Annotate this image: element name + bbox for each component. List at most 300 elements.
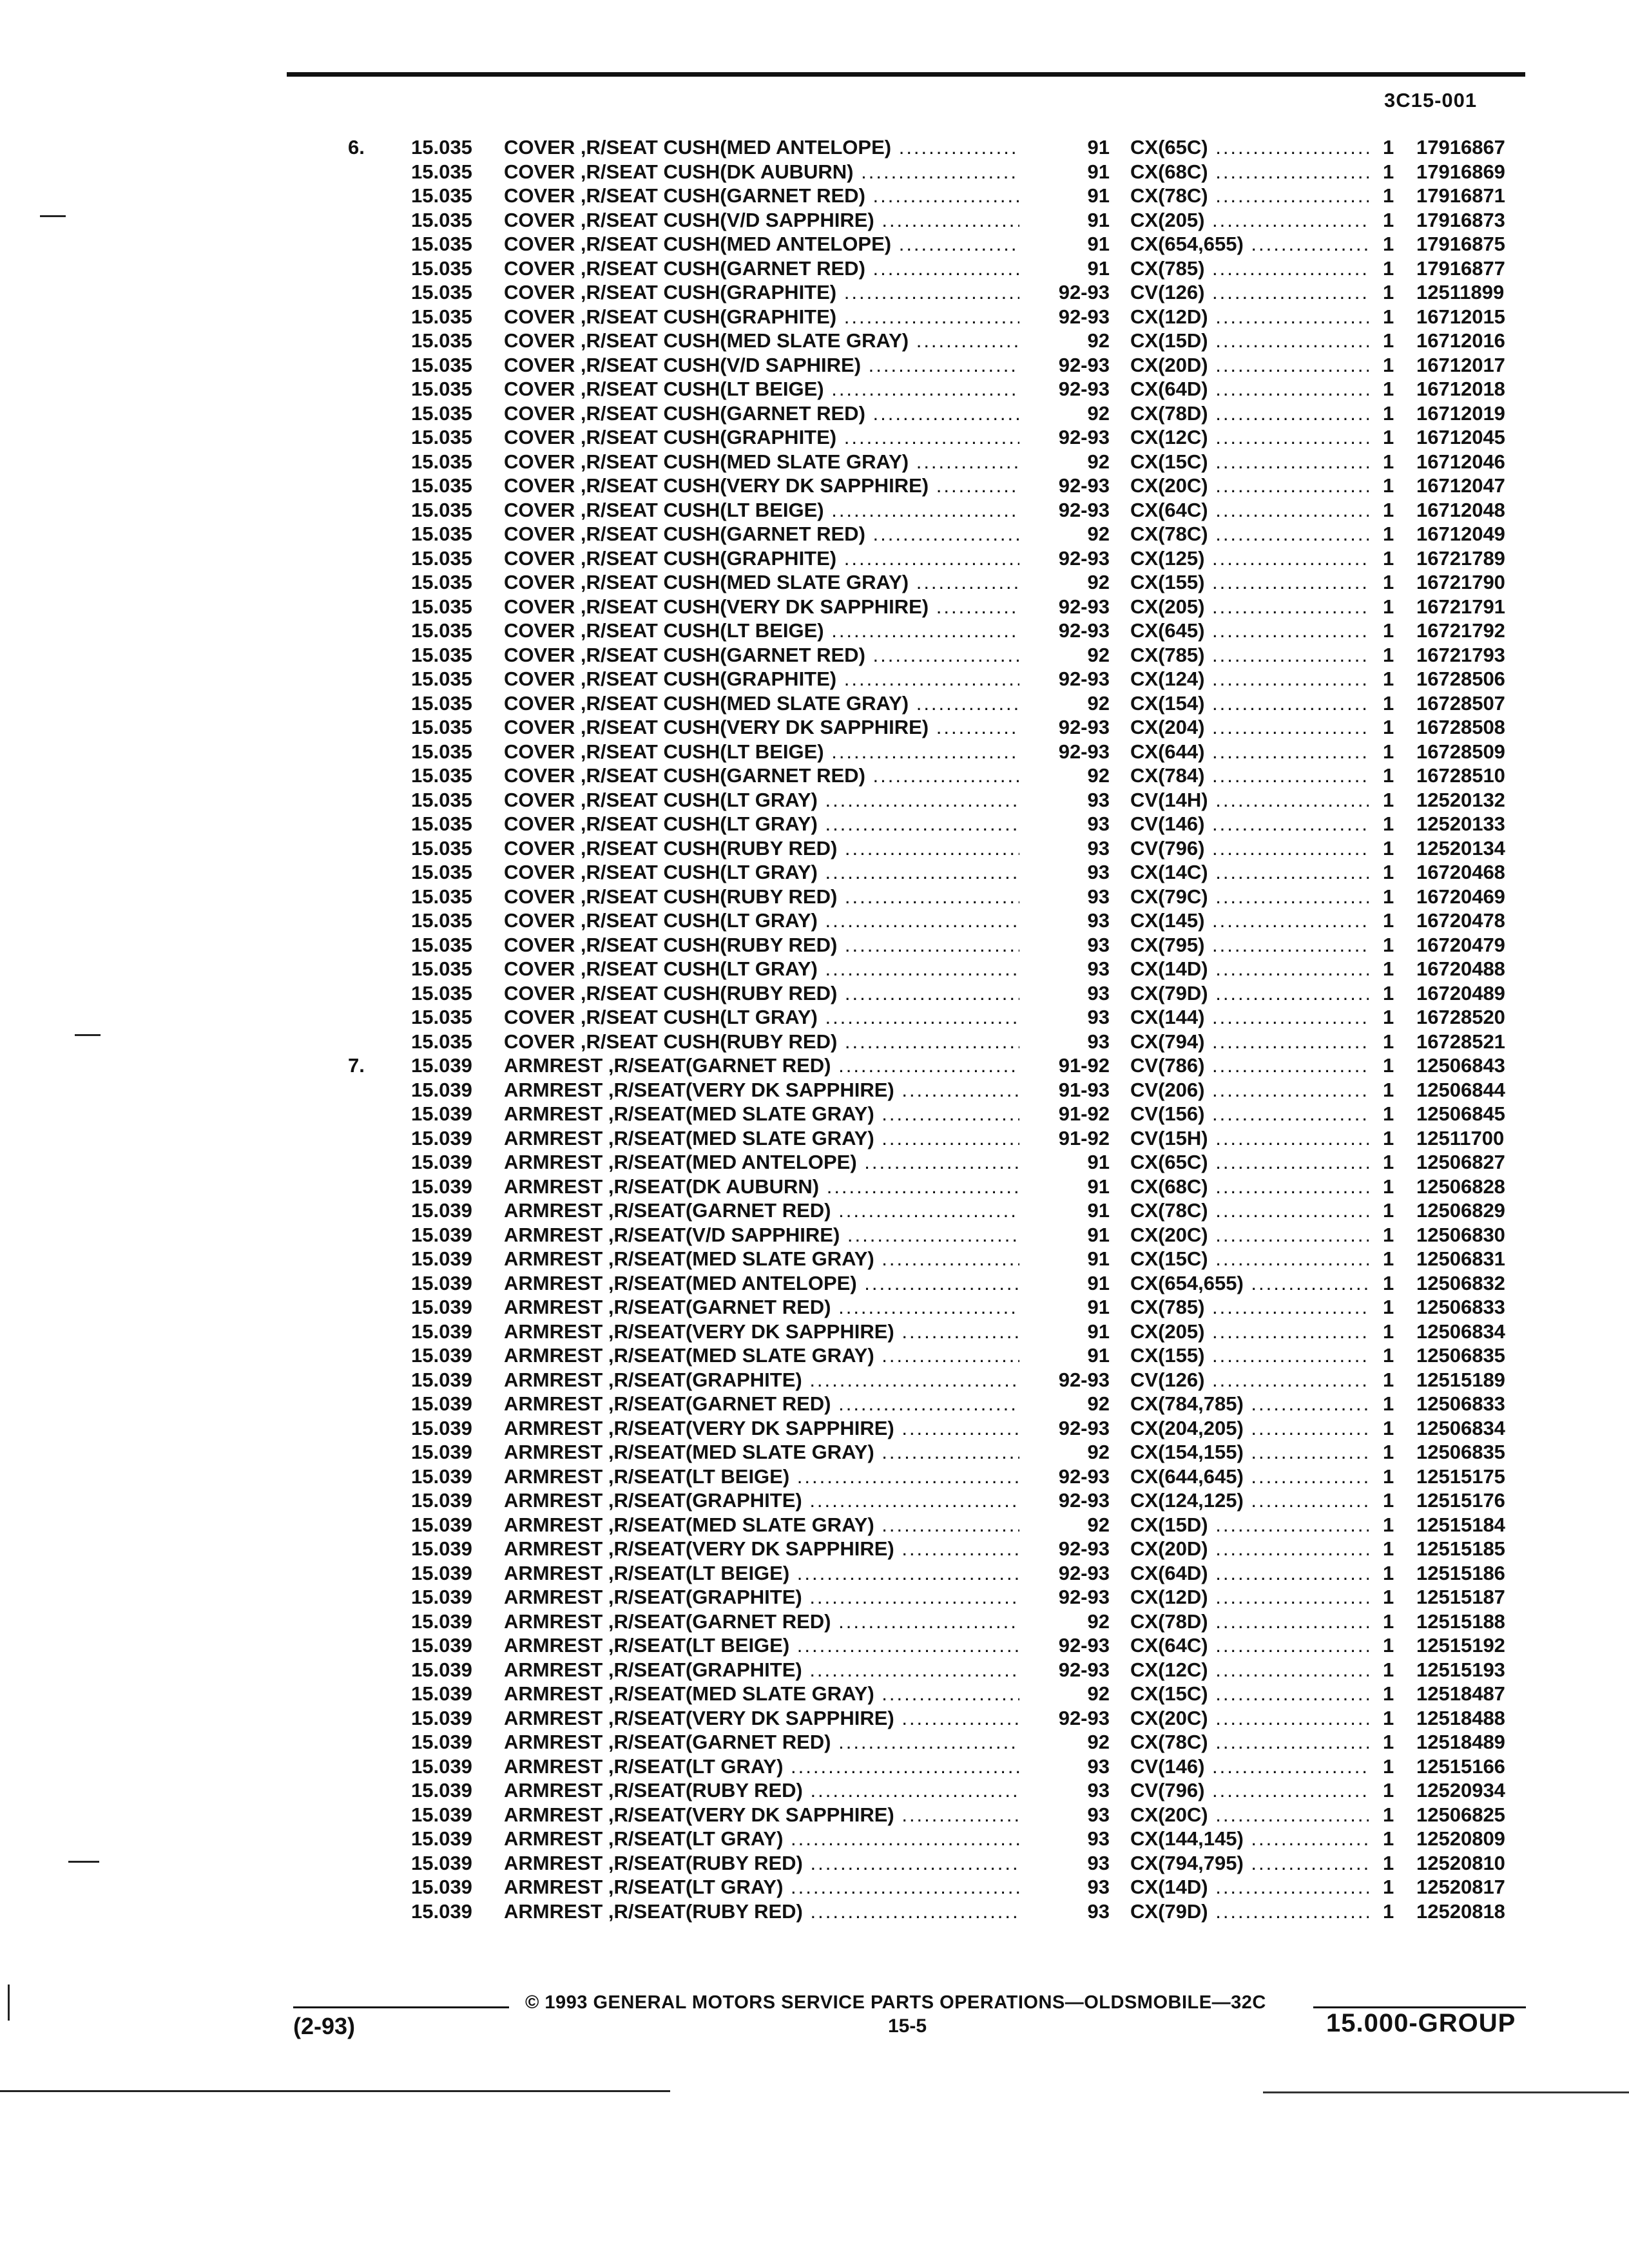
quantity: 1 [1383, 1537, 1394, 1560]
part-number: 12515185 [1416, 1537, 1505, 1560]
part-description: ARMREST ,R/SEAT(VERY DK SAPPHIRE) ..... [504, 1537, 1019, 1561]
series-code: CX(64C) ..... [1130, 1633, 1369, 1658]
part-description: ARMREST ,R/SEAT(GRAPHITE) ..... [504, 1585, 1019, 1610]
quantity: 1 [1383, 1078, 1394, 1101]
series-code: CX(15C) ..... [1130, 1682, 1369, 1706]
part-number: 16712048 [1416, 498, 1505, 521]
series-code: CX(65C) ..... [1130, 1150, 1369, 1175]
part-description: COVER ,R/SEAT CUSH(GRAPHITE) ..... [504, 667, 1019, 691]
table-row [0, 1561, 1629, 1586]
group-number: 15.035 [411, 740, 472, 763]
group-number: 15.039 [411, 1320, 472, 1343]
part-description: ARMREST ,R/SEAT(MED SLATE GRAY) ..... [504, 1247, 1019, 1271]
part-description: COVER ,R/SEAT CUSH(DK AUBURN) ..... [504, 160, 1019, 184]
quantity: 1 [1383, 812, 1394, 835]
model-year: 92-93 [1058, 595, 1110, 618]
model-year: 92-93 [1058, 305, 1110, 328]
table-row [0, 1102, 1629, 1126]
quantity: 1 [1383, 861, 1394, 883]
group-number: 15.039 [411, 1803, 472, 1826]
quantity: 1 [1383, 1006, 1394, 1028]
part-description: COVER ,R/SEAT CUSH(GARNET RED) ..... [504, 643, 1019, 668]
part-number: 12506835 [1416, 1441, 1505, 1463]
copyright-notice: © 1993 GENERAL MOTORS SERVICE PARTS OPERATIONS—OLDSMOBILE—32C [525, 1992, 1266, 2013]
group-number: 15.035 [411, 668, 472, 690]
series-code: CX(155) ..... [1130, 570, 1369, 595]
part-description: ARMREST ,R/SEAT(LT BEIGE) ..... [504, 1633, 1019, 1658]
quantity: 1 [1383, 740, 1394, 763]
part-description: COVER ,R/SEAT CUSH(VERY DK SAPPHIRE) ..... [504, 715, 1019, 740]
quantity: 1 [1383, 523, 1394, 545]
model-year: 92 [1087, 450, 1110, 473]
part-number: 16721793 [1416, 643, 1505, 666]
series-code: CX(64D) ..... [1130, 377, 1369, 401]
part-description: COVER ,R/SEAT CUSH(GARNET RED) ..... [504, 401, 1019, 426]
quantity: 1 [1383, 1610, 1394, 1633]
table-row [0, 377, 1629, 401]
table-row [0, 1126, 1629, 1151]
part-description: ARMREST ,R/SEAT(VERY DK SAPPHIRE) ..... [504, 1803, 1019, 1827]
series-code: CX(78C) ..... [1130, 522, 1369, 546]
part-description: ARMREST ,R/SEAT(GARNET RED) ..... [504, 1392, 1019, 1416]
part-number: 12515184 [1416, 1513, 1505, 1536]
model-year: 91 [1087, 1271, 1110, 1294]
series-code: CX(20C) ..... [1130, 474, 1369, 498]
group-number: 15.035 [411, 812, 472, 835]
table-row [0, 570, 1629, 595]
model-year: 92-93 [1058, 740, 1110, 763]
model-year: 93 [1087, 1876, 1110, 1898]
part-description: COVER ,R/SEAT CUSH(GRAPHITE) ..... [504, 425, 1019, 450]
table-row [0, 1875, 1629, 1899]
series-code: CX(784) ..... [1130, 764, 1369, 788]
part-description: COVER ,R/SEAT CUSH(LT GRAY) ..... [504, 812, 1019, 836]
group-number: 15.039 [411, 1851, 472, 1874]
model-year: 92 [1087, 1513, 1110, 1536]
group-number: 15.035 [411, 788, 472, 811]
part-description: COVER ,R/SEAT CUSH(RUBY RED) ..... [504, 1030, 1019, 1054]
series-code: CX(785) ..... [1130, 256, 1369, 281]
part-number: 16712047 [1416, 474, 1505, 497]
group-number: 15.035 [411, 208, 472, 231]
quantity: 1 [1383, 1102, 1394, 1125]
group-number: 15.035 [411, 450, 472, 473]
series-code: CX(15C) ..... [1130, 450, 1369, 474]
model-year: 92-93 [1058, 546, 1110, 570]
part-number: 12515193 [1416, 1658, 1505, 1681]
part-description: ARMREST ,R/SEAT(GRAPHITE) ..... [504, 1488, 1019, 1513]
model-year: 93 [1087, 957, 1110, 980]
series-code: CX(125) ..... [1130, 546, 1369, 571]
part-number: 16720468 [1416, 861, 1505, 883]
part-number: 12506833 [1416, 1296, 1505, 1318]
table-row [0, 1368, 1629, 1392]
series-code: CX(12C) ..... [1130, 1658, 1369, 1682]
quantity: 1 [1383, 426, 1394, 448]
series-code: CX(20C) ..... [1130, 1223, 1369, 1247]
series-code: CX(20D) ..... [1130, 1537, 1369, 1561]
margin-mark [68, 1861, 99, 1863]
table-row [0, 1005, 1629, 1030]
quantity: 1 [1383, 1247, 1394, 1270]
part-description: COVER ,R/SEAT CUSH(GRAPHITE) ..... [504, 280, 1019, 305]
table-row [0, 619, 1629, 643]
series-code: CX(124,125) ..... [1130, 1488, 1369, 1513]
group-number: 15.039 [411, 1126, 472, 1149]
model-year: 92 [1087, 1392, 1110, 1415]
part-description: ARMREST ,R/SEAT(MED SLATE GRAY) ..... [504, 1343, 1019, 1368]
series-code: CX(205) ..... [1130, 595, 1369, 619]
group-number: 15.035 [411, 764, 472, 787]
series-code: CX(785) ..... [1130, 1295, 1369, 1320]
model-year: 93 [1087, 836, 1110, 860]
series-code: CX(644,645) ..... [1130, 1465, 1369, 1489]
quantity: 1 [1383, 933, 1394, 956]
part-number: 12518488 [1416, 1706, 1505, 1729]
part-description: ARMREST ,R/SEAT(MED SLATE GRAY) ..... [504, 1682, 1019, 1706]
part-number: 12520133 [1416, 812, 1505, 835]
model-year: 92 [1087, 1682, 1110, 1705]
group-number: 15.039 [411, 1199, 472, 1222]
part-number: 16721791 [1416, 595, 1505, 618]
table-row [0, 498, 1629, 523]
quantity: 1 [1383, 184, 1394, 207]
model-year: 92 [1087, 1441, 1110, 1463]
model-year: 91 [1087, 1247, 1110, 1270]
group-number: 15.035 [411, 329, 472, 352]
table-row [0, 933, 1629, 957]
table-row [0, 1392, 1629, 1416]
part-number: 16721789 [1416, 546, 1505, 570]
table-row [0, 1488, 1629, 1513]
series-code: CX(205) ..... [1130, 208, 1369, 233]
table-row [0, 691, 1629, 716]
part-description: COVER ,R/SEAT CUSH(GARNET RED) ..... [504, 184, 1019, 208]
part-description: COVER ,R/SEAT CUSH(V/D SAPHIRE) ..... [504, 353, 1019, 378]
model-year: 93 [1087, 1851, 1110, 1874]
quantity: 1 [1383, 1851, 1394, 1874]
model-year: 91 [1087, 1175, 1110, 1198]
series-code: CX(79C) ..... [1130, 885, 1369, 909]
margin-mark [40, 215, 66, 217]
part-description: ARMREST ,R/SEAT(RUBY RED) ..... [504, 1778, 1019, 1803]
model-year: 92-93 [1058, 1634, 1110, 1657]
model-year: 92-93 [1058, 1561, 1110, 1584]
part-description: ARMREST ,R/SEAT(GARNET RED) ..... [504, 1053, 1019, 1078]
part-number: 16728521 [1416, 1030, 1505, 1053]
quantity: 1 [1383, 1561, 1394, 1584]
table-row [0, 256, 1629, 281]
table-row [0, 957, 1629, 981]
group-number: 15.035 [411, 836, 472, 860]
part-description: ARMREST ,R/SEAT(LT GRAY) ..... [504, 1875, 1019, 1899]
series-code: CX(144,145) ..... [1130, 1827, 1369, 1851]
model-year: 91-92 [1058, 1102, 1110, 1125]
revision-date: (2-93) [293, 2013, 356, 2039]
group-number: 15.039 [411, 1899, 472, 1923]
part-number: 12520809 [1416, 1827, 1505, 1850]
part-number: 16728506 [1416, 668, 1505, 690]
series-code: CV(796) ..... [1130, 836, 1369, 861]
part-description: ARMREST ,R/SEAT(LT GRAY) ..... [504, 1827, 1019, 1851]
part-description: COVER ,R/SEAT CUSH(LT BEIGE) ..... [504, 619, 1019, 643]
group-number: 15.039 [411, 1392, 472, 1415]
quantity: 1 [1383, 281, 1394, 303]
quantity: 1 [1383, 1803, 1394, 1826]
item-number: 6. [348, 136, 365, 159]
quantity: 1 [1383, 1344, 1394, 1367]
quantity: 1 [1383, 1682, 1394, 1705]
part-description: ARMREST ,R/SEAT(GARNET RED) ..... [504, 1198, 1019, 1223]
series-code: CX(12D) ..... [1130, 305, 1369, 329]
part-description: ARMREST ,R/SEAT(RUBY RED) ..... [504, 1851, 1019, 1876]
series-code: CX(79D) ..... [1130, 981, 1369, 1006]
series-code: CV(796) ..... [1130, 1778, 1369, 1803]
quantity: 1 [1383, 450, 1394, 473]
table-row [0, 1030, 1629, 1054]
series-code: CX(65C) ..... [1130, 135, 1369, 160]
part-description: COVER ,R/SEAT CUSH(VERY DK SAPPHIRE) ..... [504, 474, 1019, 498]
part-description: COVER ,R/SEAT CUSH(GARNET RED) ..... [504, 764, 1019, 788]
group-number: 15.035 [411, 716, 472, 738]
model-year: 92-93 [1058, 1416, 1110, 1439]
part-description: COVER ,R/SEAT CUSH(GRAPHITE) ..... [504, 546, 1019, 571]
group-number: 15.035 [411, 401, 472, 425]
part-description: COVER ,R/SEAT CUSH(LT GRAY) ..... [504, 788, 1019, 812]
table-row [0, 1730, 1629, 1754]
footer-rule-right [1313, 2006, 1526, 2008]
table-row [0, 425, 1629, 450]
bottom-rule-right [1263, 2091, 1629, 2093]
table-row [0, 305, 1629, 329]
table-row [0, 1440, 1629, 1465]
group-number: 15.035 [411, 136, 472, 159]
series-code: CX(204) ..... [1130, 715, 1369, 740]
part-description: ARMREST ,R/SEAT(MED ANTELOPE) ..... [504, 1271, 1019, 1296]
table-row [0, 788, 1629, 812]
model-year: 93 [1087, 788, 1110, 811]
part-number: 12511899 [1416, 281, 1505, 303]
part-description: ARMREST ,R/SEAT(LT GRAY) ..... [504, 1754, 1019, 1779]
part-number: 16728509 [1416, 740, 1505, 763]
part-description: COVER ,R/SEAT CUSH(MED SLATE GRAY) ..... [504, 570, 1019, 595]
quantity: 1 [1383, 788, 1394, 811]
part-description: ARMREST ,R/SEAT(GARNET RED) ..... [504, 1610, 1019, 1634]
footer-rule-left [293, 2006, 509, 2008]
model-year: 92-93 [1058, 426, 1110, 448]
part-number: 16720479 [1416, 933, 1505, 956]
model-year: 92 [1087, 571, 1110, 593]
group-number: 15.039 [411, 1489, 472, 1512]
table-row [0, 1851, 1629, 1876]
series-code: CX(155) ..... [1130, 1343, 1369, 1368]
part-number: 12506844 [1416, 1078, 1505, 1101]
group-number: 15.039 [411, 1706, 472, 1729]
series-code: CV(206) ..... [1130, 1078, 1369, 1102]
part-number: 17916867 [1416, 136, 1505, 159]
model-year: 92-93 [1058, 474, 1110, 497]
table-row [0, 1150, 1629, 1175]
part-description: ARMREST ,R/SEAT(GRAPHITE) ..... [504, 1368, 1019, 1392]
group-number: 15.035 [411, 474, 472, 497]
group-number: 15.035 [411, 523, 472, 545]
series-code: CX(79D) ..... [1130, 1899, 1369, 1924]
series-code: CX(64C) ..... [1130, 498, 1369, 523]
model-year: 91 [1087, 1199, 1110, 1222]
part-number: 16712016 [1416, 329, 1505, 352]
group-number: 15.035 [411, 619, 472, 642]
group-number: 15.035 [411, 305, 472, 328]
series-code: CX(144) ..... [1130, 1005, 1369, 1030]
table-row [0, 401, 1629, 426]
quantity: 1 [1383, 1634, 1394, 1657]
quantity: 1 [1383, 498, 1394, 521]
part-description: COVER ,R/SEAT CUSH(LT GRAY) ..... [504, 860, 1019, 885]
group-number: 15.039 [411, 1078, 472, 1101]
series-code: CX(124) ..... [1130, 667, 1369, 691]
model-year: 93 [1087, 1803, 1110, 1826]
table-row [0, 1706, 1629, 1731]
part-number: 12506843 [1416, 1054, 1505, 1077]
group-number: 15.035 [411, 184, 472, 207]
table-row [0, 280, 1629, 305]
group-number: 15.035 [411, 909, 472, 932]
series-code: CX(644) ..... [1130, 740, 1369, 764]
quantity: 1 [1383, 957, 1394, 980]
quantity: 1 [1383, 619, 1394, 642]
quantity: 1 [1383, 329, 1394, 352]
quantity: 1 [1383, 571, 1394, 593]
part-number: 12515188 [1416, 1610, 1505, 1633]
part-description: ARMREST ,R/SEAT(VERY DK SAPPHIRE) ..... [504, 1320, 1019, 1344]
group-number: 15.035 [411, 378, 472, 400]
group-number: 15.039 [411, 1271, 472, 1294]
model-year: 92-93 [1058, 1465, 1110, 1488]
part-number: 16712046 [1416, 450, 1505, 473]
part-description: ARMREST ,R/SEAT(LT BEIGE) ..... [504, 1465, 1019, 1489]
model-year: 91 [1087, 1320, 1110, 1343]
model-year: 91 [1087, 1296, 1110, 1318]
model-year: 92-93 [1058, 1706, 1110, 1729]
model-year: 93 [1087, 1899, 1110, 1923]
part-description: ARMREST ,R/SEAT(LT BEIGE) ..... [504, 1561, 1019, 1586]
quantity: 1 [1383, 136, 1394, 159]
group-number: 15.035 [411, 256, 472, 280]
quantity: 1 [1383, 353, 1394, 376]
series-code: CV(126) ..... [1130, 1368, 1369, 1392]
quantity: 1 [1383, 208, 1394, 231]
model-year: 92 [1087, 523, 1110, 545]
series-code: CV(15H) ..... [1130, 1126, 1369, 1151]
quantity: 1 [1383, 1586, 1394, 1608]
table-row [0, 1513, 1629, 1537]
group-number: 15.035 [411, 281, 472, 303]
table-row [0, 135, 1629, 160]
part-number: 16720489 [1416, 981, 1505, 1004]
table-row [0, 1778, 1629, 1803]
series-code: CV(156) ..... [1130, 1102, 1369, 1126]
part-description: COVER ,R/SEAT CUSH(RUBY RED) ..... [504, 981, 1019, 1006]
series-code: CX(78C) ..... [1130, 184, 1369, 208]
series-code: CX(785) ..... [1130, 643, 1369, 668]
series-code: CX(64D) ..... [1130, 1561, 1369, 1586]
model-year: 93 [1087, 909, 1110, 932]
model-year: 92 [1087, 764, 1110, 787]
group-number: 15.035 [411, 643, 472, 666]
table-row [0, 474, 1629, 498]
part-number: 12518487 [1416, 1682, 1505, 1705]
quantity: 1 [1383, 474, 1394, 497]
table-row [0, 885, 1629, 909]
margin-mark [8, 1984, 10, 2021]
bottom-rule [0, 2090, 670, 2092]
part-description: COVER ,R/SEAT CUSH(LT BEIGE) ..... [504, 740, 1019, 764]
part-description: COVER ,R/SEAT CUSH(GRAPHITE) ..... [504, 305, 1019, 329]
table-row [0, 1416, 1629, 1441]
model-year: 91 [1087, 184, 1110, 207]
model-year: 91 [1087, 160, 1110, 183]
group-number: 15.039 [411, 1634, 472, 1657]
model-year: 91 [1087, 1151, 1110, 1173]
item-number: 7. [348, 1054, 365, 1077]
series-code: CX(145) ..... [1130, 908, 1369, 933]
part-number: 12518489 [1416, 1731, 1505, 1753]
series-code: CX(794) ..... [1130, 1030, 1369, 1054]
quantity: 1 [1383, 1441, 1394, 1463]
part-number: 12520818 [1416, 1899, 1505, 1923]
table-row [0, 1343, 1629, 1368]
group-number: 15.039 [411, 1416, 472, 1439]
group-number: 15.035 [411, 546, 472, 570]
quantity: 1 [1383, 1030, 1394, 1053]
part-number: 12506832 [1416, 1271, 1505, 1294]
model-year: 93 [1087, 981, 1110, 1004]
model-year: 91 [1087, 136, 1110, 159]
series-code: CV(786) ..... [1130, 1053, 1369, 1078]
series-code: CX(205) ..... [1130, 1320, 1369, 1344]
part-description: ARMREST ,R/SEAT(RUBY RED) ..... [504, 1899, 1019, 1924]
part-number: 12506834 [1416, 1416, 1505, 1439]
series-code: CV(14H) ..... [1130, 788, 1369, 812]
group-number: 15.035 [411, 571, 472, 593]
model-year: 93 [1087, 1754, 1110, 1778]
series-code: CV(146) ..... [1130, 1754, 1369, 1779]
part-number: 16728510 [1416, 764, 1505, 787]
series-code: CX(204,205) ..... [1130, 1416, 1369, 1441]
series-code: CX(68C) ..... [1130, 160, 1369, 184]
part-description: COVER ,R/SEAT CUSH(LT GRAY) ..... [504, 908, 1019, 933]
series-code: CX(794,795) ..... [1130, 1851, 1369, 1876]
table-row [0, 1633, 1629, 1658]
group-number: 15.039 [411, 1247, 472, 1270]
table-row [0, 208, 1629, 233]
series-code: CX(795) ..... [1130, 933, 1369, 957]
part-number: 12506835 [1416, 1344, 1505, 1367]
part-description: ARMREST ,R/SEAT(GARNET RED) ..... [504, 1730, 1019, 1754]
quantity: 1 [1383, 668, 1394, 690]
part-number: 16720488 [1416, 957, 1505, 980]
part-number: 12506830 [1416, 1223, 1505, 1246]
quantity: 1 [1383, 1054, 1394, 1077]
table-row [0, 860, 1629, 885]
series-code: CX(654,655) ..... [1130, 232, 1369, 256]
quantity: 1 [1383, 1731, 1394, 1753]
part-description: COVER ,R/SEAT CUSH(MED SLATE GRAY) ..... [504, 450, 1019, 474]
part-description: COVER ,R/SEAT CUSH(V/D SAPPHIRE) ..... [504, 208, 1019, 233]
table-row [0, 667, 1629, 691]
model-year: 92 [1087, 691, 1110, 715]
series-code: CX(78D) ..... [1130, 401, 1369, 426]
